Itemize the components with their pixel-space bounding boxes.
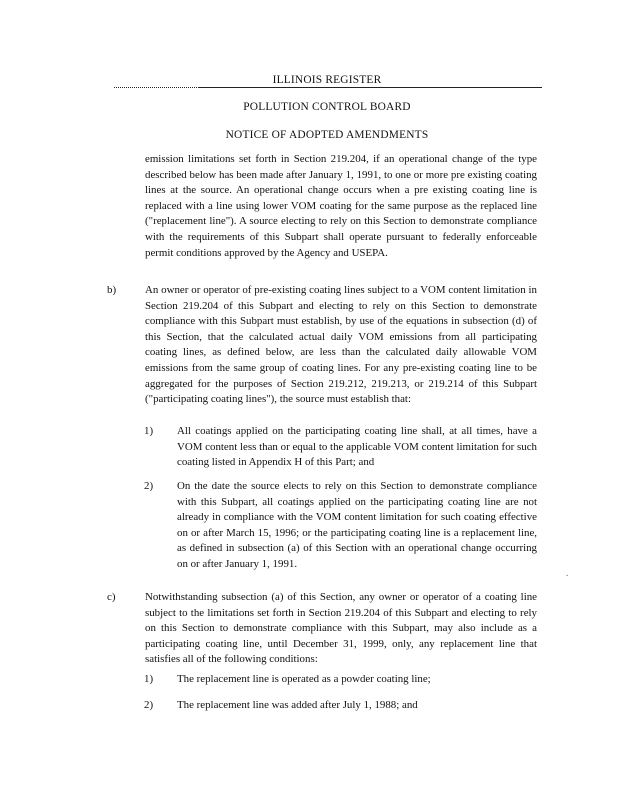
register-title: ILLINOIS REGISTER (272, 74, 382, 86)
section-c-item-1-text: The replacement line is operated as a powder coating line; (177, 673, 431, 685)
section-b-item-2-label: 2) (144, 480, 154, 492)
section-c-item-2-label: 2) (144, 699, 154, 711)
register-header (112, 74, 542, 88)
section-c-item-1-label: 1) (144, 673, 154, 685)
notice-title: NOTICE OF ADOPTED AMENDMENTS (225, 129, 429, 141)
section-c-item-2-text: The replacement line was added after July 1, 1988; and (177, 699, 418, 711)
board-title: POLLUTION CONTROL BOARD (243, 101, 411, 113)
section-b-item-1-label: 1) (144, 425, 154, 437)
section-b-label: b) (107, 284, 117, 296)
section-b-item-1-text: All coatings applied on the participating coating line shall, at all times, have a VOM content less than or equal to the applicable VOM content limitation for such coating listed in Appendix H of this Part; and (177, 425, 537, 469)
header-rule-gap (112, 87, 198, 88)
intro-paragraph: emission limitations set forth in Section 219.204, if an operational change of the type described below has been made after January 1, 1991, to one or more pre existing coating lines at the source. An operational change occurs when a pre existing coating line is replaced with a line using lower VOM coating for the same purpose as the replaced line ("replacement line"). A source electing to rely on this Section to demonstrate compliance with the requirements of this Subpart shall operate pursuant to federally enforceable permit conditions approved by the Agency and USEPA. (145, 153, 537, 259)
section-c-text: Notwithstanding subsection (a) of this Section, any owner or operator of a coating line subject to the limitations set forth in Section 219.204 of this Subpart and electing to rely on this Section to demonstrate compliance with this Subpart, may also include as a participating coating line, until December 31, 1999, only, any replacement line that satisfies all of the following conditions: (145, 591, 537, 666)
section-b-text: An owner or operator of pre-existing coating lines subject to a VOM content limitation in Section 219.204 of this Subpart and electing to rely on this Section to demonstrate compliance with this Subpart must establish, by use of the equations in subsection (d) of this Section, that the calculated actual daily VOM emissions from all participating coating lines, as defined below, are less than the calculated daily allowable VOM emissions from the same group of coating lines. For any pre-existing coating line to be aggregated for the purposes of Section 219.212, 219.213, or 219.214 of this Subpart ("participating coating lines"), the source must establish that: (145, 284, 537, 406)
section-b-item-2-text: On the date the source elects to rely on this Section to demonstrate compliance with this Subpart, all coatings applied on the participating coating line are not already in compliance with the VOM content limitation for such coating effective on or after March 15, 1996; or the participating coating line is a replacement line, as defined in subsection (a) of this Section with an operational change occurring on or after January 1, 1991. (177, 480, 537, 570)
section-c-label: c) (107, 591, 116, 603)
margin-mark: . (566, 568, 569, 578)
